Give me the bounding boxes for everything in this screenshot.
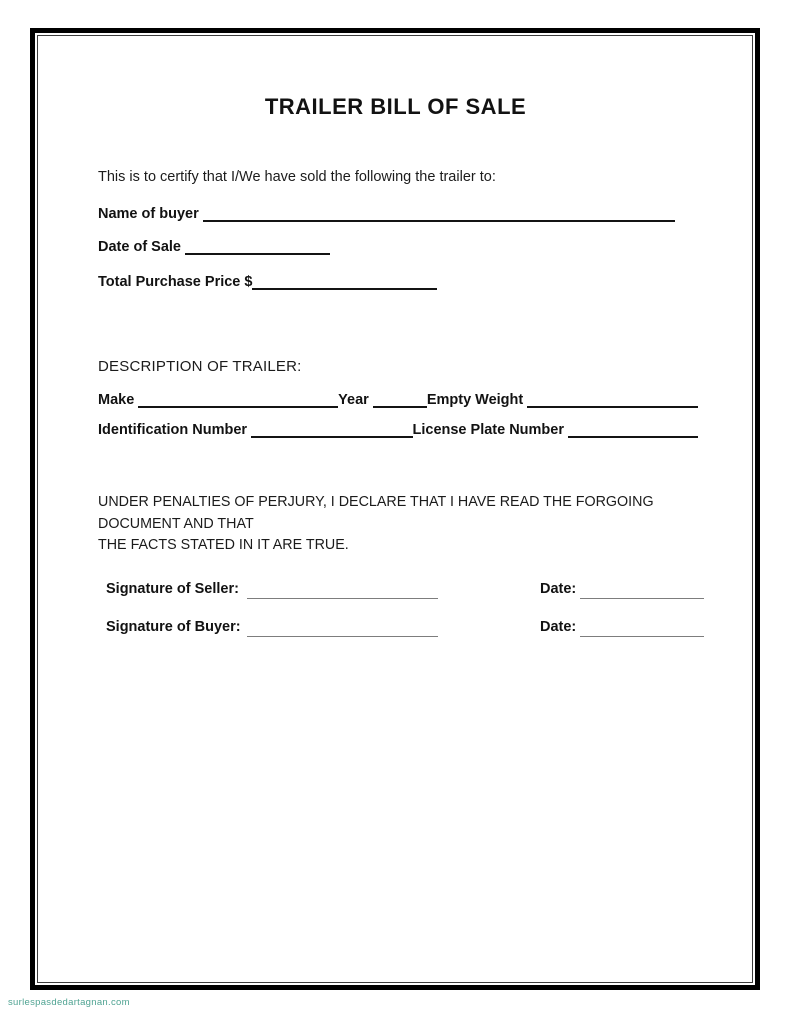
buyer-signature-field[interactable] (247, 620, 438, 637)
buyer-date-label: Date: (540, 619, 577, 635)
seller-signature-label: Signature of Seller: (106, 581, 239, 597)
id-number-field[interactable] (251, 424, 412, 438)
purchase-price-field[interactable] (252, 276, 437, 290)
id-number-label: Identification Number (98, 422, 248, 438)
year-field[interactable] (373, 394, 427, 408)
intro-text: This is to certify that I/We have sold the following the trailer to: (98, 169, 496, 185)
watermark-text: surlespasdedartagnan.com (8, 997, 130, 1008)
declaration-line-2: THE FACTS STATED IN IT ARE TRUE. (98, 537, 349, 553)
declaration-text (98, 492, 710, 557)
trailer-id-row (98, 419, 698, 438)
name-of-buyer-row (98, 203, 675, 222)
date-of-sale-label: Date of Sale (98, 239, 181, 255)
year-label: Year (338, 392, 369, 408)
license-plate-field[interactable] (568, 424, 698, 438)
purchase-price-label: Total Purchase Price $ (98, 274, 253, 290)
seller-date-label: Date: (540, 581, 577, 597)
page-title: TRAILER BILL OF SALE (264, 94, 527, 119)
declaration-line-1: UNDER PENALTIES OF PERJURY, I DECLARE THAT I HAVE READ THE FORGOING DOCUMENT AND THAT (98, 494, 654, 532)
empty-weight-label: Empty Weight (426, 392, 524, 408)
date-of-sale-field[interactable] (185, 241, 330, 255)
make-label: Make (98, 392, 135, 408)
purchase-price-row (98, 271, 437, 290)
buyer-signature-label: Signature of Buyer: (106, 619, 241, 635)
buyer-date-field[interactable] (580, 620, 704, 637)
trailer-make-row (98, 389, 698, 408)
make-field[interactable] (138, 394, 338, 408)
name-of-buyer-field[interactable] (203, 208, 675, 222)
empty-weight-field[interactable] (527, 394, 698, 408)
name-of-buyer-label: Name of buyer (98, 206, 199, 222)
license-plate-label: License Plate Number (412, 422, 564, 438)
seller-signature-field[interactable] (247, 582, 438, 599)
seller-date-field[interactable] (580, 582, 704, 599)
date-of-sale-row (98, 236, 330, 255)
description-heading: DESCRIPTION OF TRAILER: (98, 358, 302, 375)
